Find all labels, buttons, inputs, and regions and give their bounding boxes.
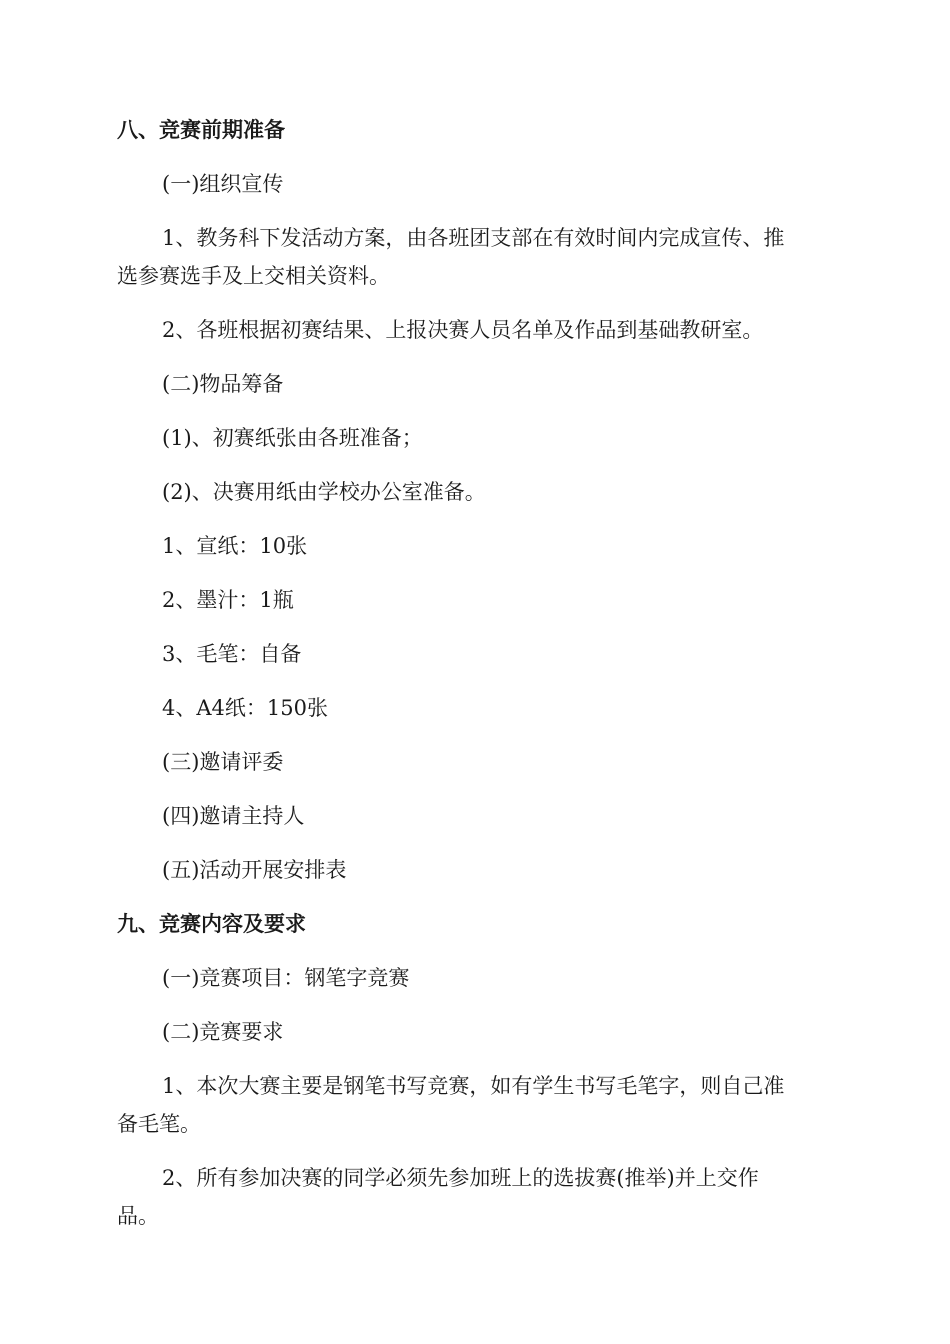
subsection-title: (五)活动开展安排表 bbox=[162, 858, 347, 882]
paragraph-line: 品。 bbox=[117, 1204, 159, 1228]
paragraph-line: (2)、决赛用纸由学校办公室准备。 bbox=[162, 480, 486, 504]
list-item: 3、毛笔：自备 bbox=[162, 642, 302, 666]
subsection-title: (二)竞赛要求 bbox=[162, 1020, 284, 1044]
list-item: 2、墨汁：1瓶 bbox=[162, 588, 294, 612]
list-item: 1、宣纸：10张 bbox=[162, 534, 308, 558]
paragraph-line: 1、本次大赛主要是钢笔书写竞赛，如有学生书写毛笔字，则自己准 bbox=[162, 1074, 785, 1098]
list-item: 4、A4纸：150张 bbox=[162, 696, 328, 720]
section-heading: 八、竞赛前期准备 bbox=[117, 117, 285, 142]
section-heading: 九、竞赛内容及要求 bbox=[117, 911, 306, 936]
subsection-title: (一)组织宣传 bbox=[162, 172, 284, 196]
paragraph-line: 备毛笔。 bbox=[117, 1112, 201, 1136]
subsection-title: (一)竞赛项目：钢笔字竞赛 bbox=[162, 966, 410, 990]
paragraph-line: 2、所有参加决赛的同学必须先参加班上的选拔赛(推举)并上交作 bbox=[162, 1166, 759, 1190]
subsection-title: (二)物品筹备 bbox=[162, 372, 284, 396]
paragraph-line: (1)、初赛纸张由各班准备； bbox=[162, 426, 423, 450]
subsection-title: (三)邀请评委 bbox=[162, 750, 284, 774]
paragraph-line: 2、各班根据初赛结果、上报决赛人员名单及作品到基础教研室。 bbox=[162, 318, 764, 342]
subsection-title: (四)邀请主持人 bbox=[162, 804, 305, 828]
paragraph-line: 选参赛选手及上交相关资料。 bbox=[117, 264, 390, 288]
paragraph-line: 1、教务科下发活动方案，由各班团支部在有效时间内完成宣传、推 bbox=[162, 226, 785, 250]
